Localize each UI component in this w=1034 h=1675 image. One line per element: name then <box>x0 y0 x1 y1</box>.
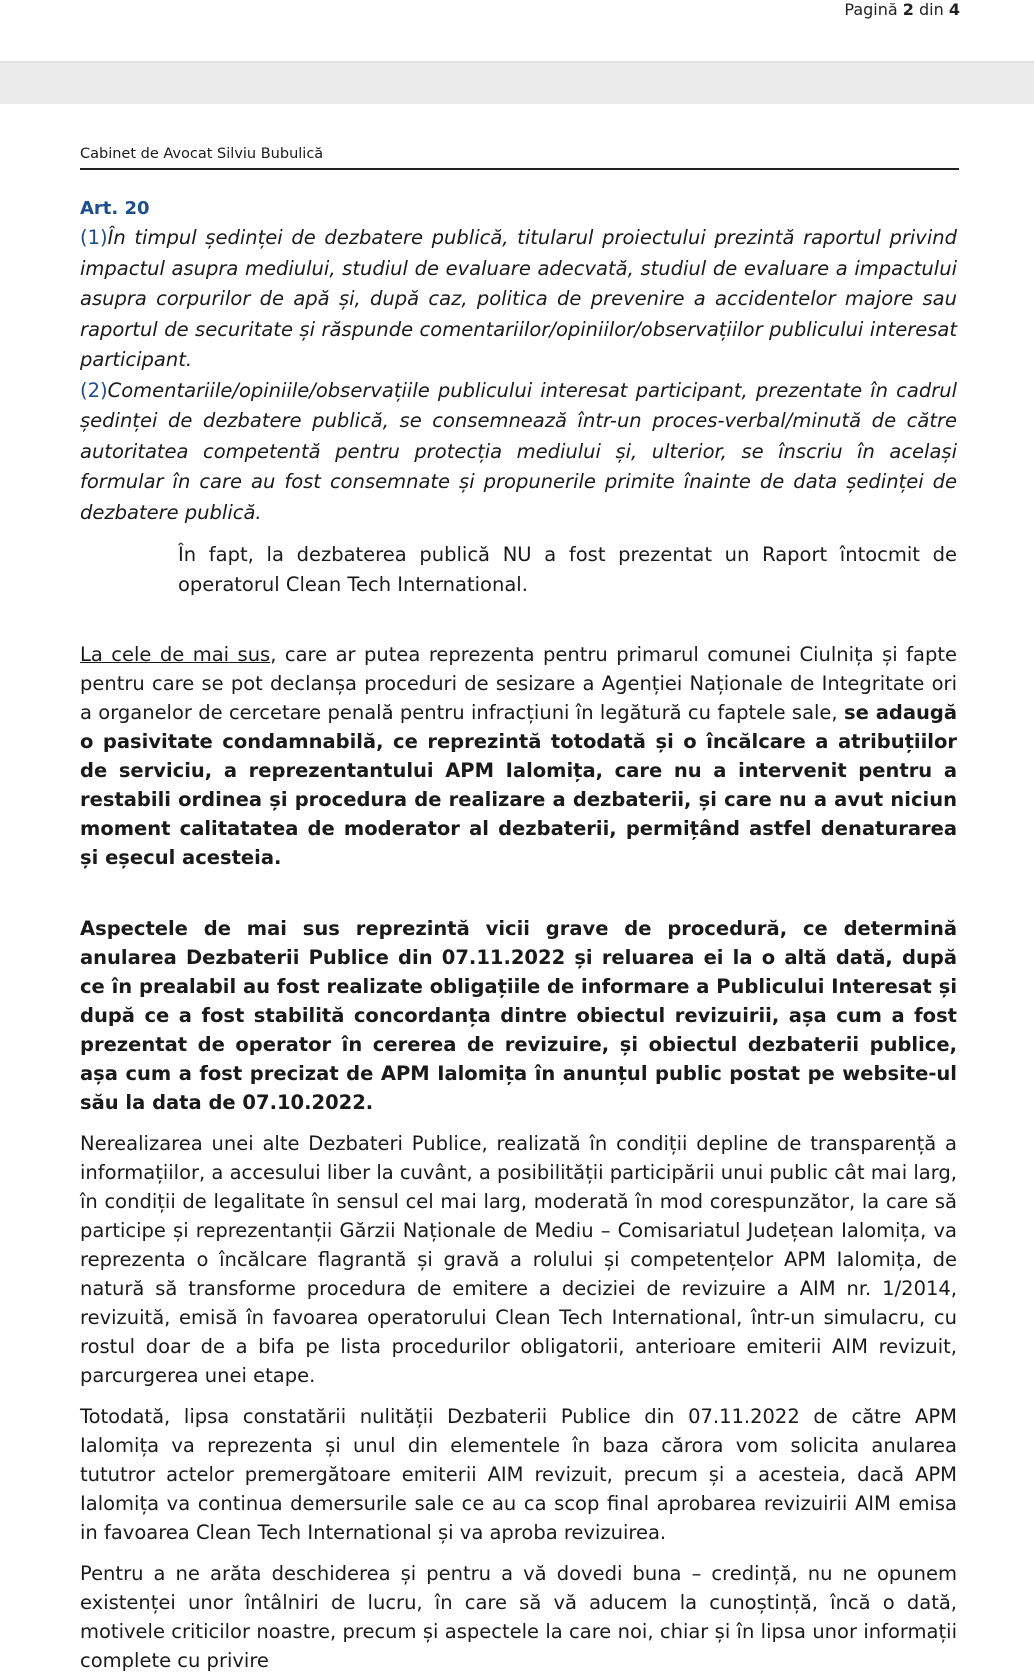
underlined-lead: La cele de mai sus <box>80 643 271 666</box>
document-header: Cabinet de Avocat Silviu Bubulică <box>80 146 959 170</box>
article-title: Art. 20 <box>80 198 150 219</box>
page-number <box>844 0 960 20</box>
paragraph-passivity <box>80 640 957 872</box>
paragraph-procedural-defects: Aspectele de mai sus reprezintă vicii grave de procedură, ce determină anularea Dezbaterii Publice din 07.11.2022 și reluarea ei la o altă dată, după ce în prealabil au fost realizate obligațiile de informare a Publicului Interesat și după ce a fost stabilită concordanța dintre obiectul revizuirii, așa cum a fost prezentat de operator în cererea de revizuire, și obiectul dezbaterii publice, așa cum a fost precizat de APM Ialomița în anunțul public postat pe website-ul său la data de 07.10.2022. <box>80 917 957 1114</box>
article-paragraph-2 <box>80 376 957 529</box>
page-total: 4 <box>948 0 960 19</box>
page-separator <box>0 61 1034 104</box>
page-current: 2 <box>902 0 914 19</box>
paragraph-number: (1) <box>80 226 108 249</box>
document-body <box>80 195 957 1675</box>
paragraph-text: Comentariile/opiniile/observațiile publicului interesat participant, prezentate în cadrul ședinței de dezbatere publică, se consemnează într-un proces-verbal/minută de către autoritatea competentă pentru protecția mediului și, ulterior, se înscriu în același formular în care au fost consemnate și propunerile primite înainte de data ședinței de dezbatere publică. <box>80 378 957 524</box>
bold-text: se adaugă o pasivitate condamnabilă, ce reprezintă totodată și o încălcare a atribuțiilor de serviciu, a reprezentantului APM Ialomița, care nu a intervenit pentru a restabili ordinea și procedura de realizare a dezbaterii, și care nu a avut niciun moment calitatatea de moderator al dezbaterii, permițând astfel denaturarea și eșecul acesteia. <box>80 701 957 869</box>
paragraph-number: (2) <box>80 378 108 402</box>
paragraph-text: În timpul ședinței de dezbatere publică, titularul proiectului prezintă raportul privind impactul asupra mediului, studiul de evaluare adecvată, studiul de evaluare a impactului asupra corpurilor de apă și, după caz, politica de prevenire a accidentelor majore sau raportul de securitate și răspunde comentariilor/opiniilor/observațiilor publicului interesat participant. <box>80 226 957 371</box>
page-label-prefix: Pagină <box>844 0 898 19</box>
paragraph-nullity: Totodată, lipsa constatării nulității Dezbaterii Publice din 07.11.2022 de către APM Ialomița va reprezenta și unul din elementele în baza cărora vom solicita anularea tututror actelor premergătoare emiterii AIM revizuit, precum și a acesteia, dacă APM Ialomița va continua demersurile sale ce au ca scop final aprobarea revizuirii AIM emisa in favoarea Clean Tech International și va aproba revizuirea. <box>80 1405 957 1544</box>
indented-note: În fapt, la dezbaterea publică NU a fost prezentat un Raport întocmit de operatorul Clean Tech International. <box>178 543 957 596</box>
paragraph-new-debate: Nerealizarea unei alte Dezbateri Publice, realizată în condiții depline de transparență a informațiilor, a accesului liber la cuvânt, a posibilității participării unui public cât mai larg, în condiții de legalitate în sensul cel mai larg, moderată în mod corespunzător, la care să participe și reprezentanții Gărzii Naționale de Mediu – Comisariatul Județean Ialomița, va reprezenta o încălcare flagrantă și gravă a rolului și competențelor APM Ialomița, de natură să transforme procedura de emitere a deciziei de revizuire a AIM nr. 1/2014, revizuită, emisă în favoarea operatorului Clean Tech International, într-un simulacru, cu rostul doar de a bifa pe lista procedurilor obligatorii, anterioare emiterii AIM revizuit, parcurgerea unei etape. <box>80 1132 957 1387</box>
article-paragraph-1 <box>80 223 957 376</box>
paragraph-text: , care ar putea reprezenta pentru primarul comunei Ciulnița și fapte pentru care se pot declanșa proceduri de sesizare a Agenției Naționale de Integritate ori a organelor de cercetare penală pentru infracțiuni în legătură cu faptele sale, <box>80 643 958 724</box>
paragraph-good-faith: Pentru a ne arăta deschiderea și pentru a vă dovedi buna – credință, nu ne opunem existenței unor întâlniri de lucru, în care să vă aducem la cunoștință, încă o dată, motivele criticilor noastre, precum și aspectele la care noi, chiar și în lipsa unor informații complete cu privire <box>80 1562 957 1672</box>
page-label-sep: din <box>919 0 944 19</box>
